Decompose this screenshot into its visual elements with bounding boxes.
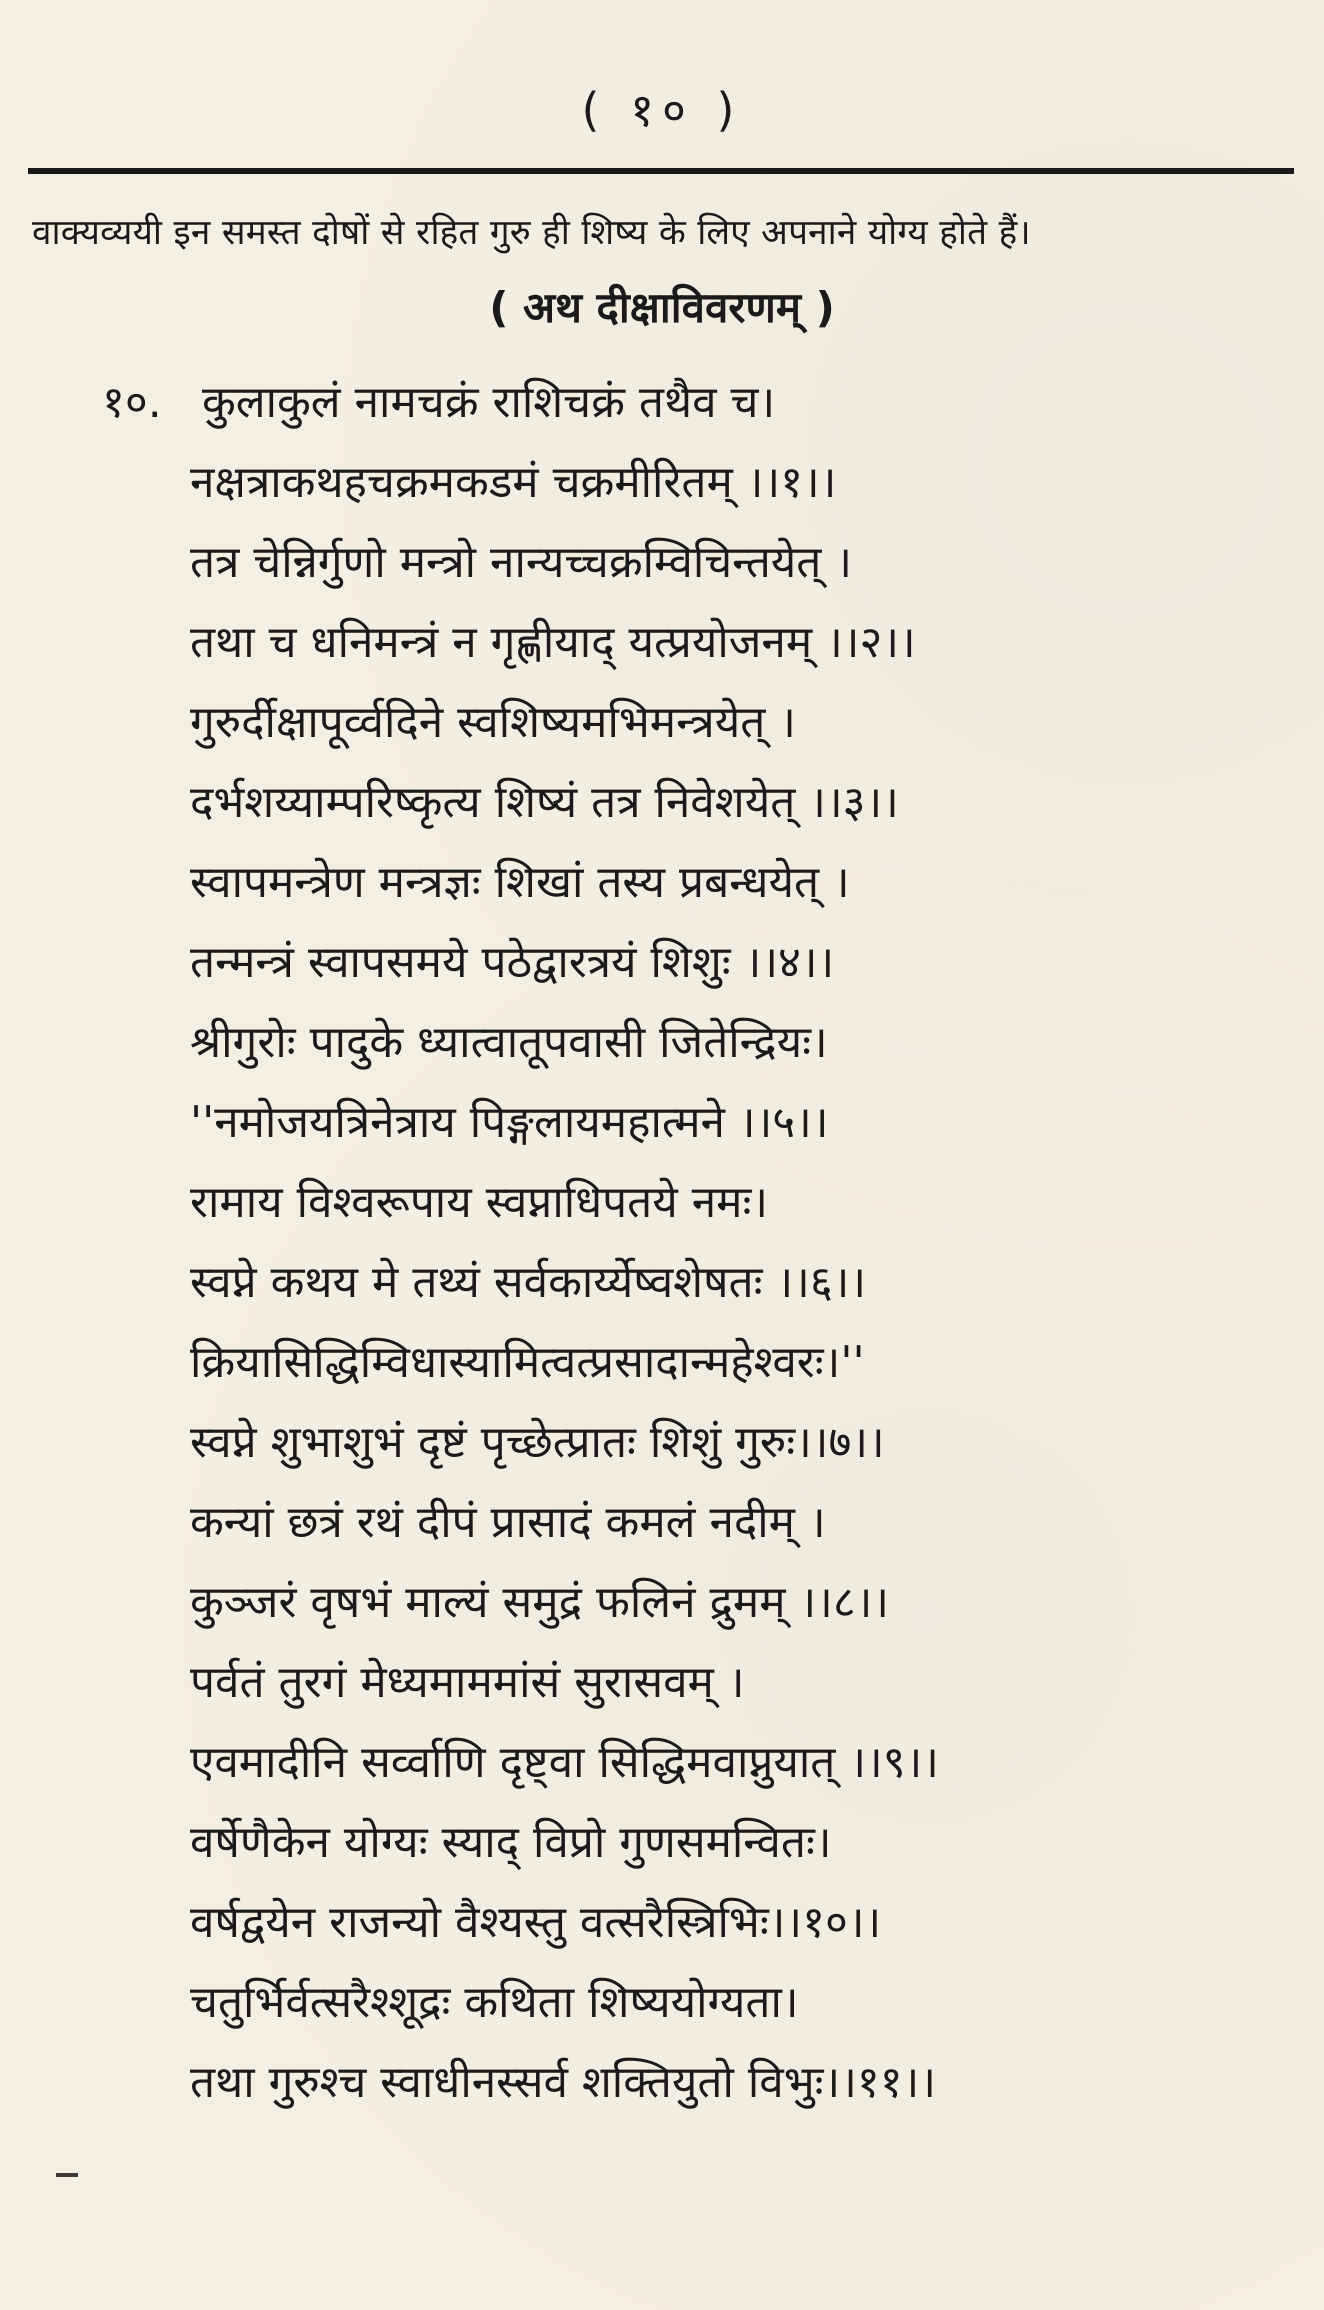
verse-line: पर्वतं तुरगं मेध्यमाममांसं सुरासवम् । [190, 1657, 745, 1708]
verse-line: ''नमोजयत्रिनेत्राय पिङ्गलायमहात्मने ।।५।। [190, 1097, 829, 1148]
verse-line: तथा च धनिमन्त्रं न गृह्णीयाद् यत्प्रयोजनम् ।।२।। [190, 617, 916, 668]
verse-list [190, 370, 1300, 2130]
intro-text: वाक्यव्ययी इन समस्त दोषों से रहित गुरु ही शिष्य के लिए अपनाने योग्य होते हैं। [32, 213, 1031, 253]
verse-line: क्रियासिद्धिम्विधास्यामित्वत्प्रसादान्महेश्वरः।'' [190, 1337, 865, 1388]
verse-line: वर्षेणैकेन योग्यः स्याद् विप्रो गुणसमन्वितः। [190, 1817, 832, 1868]
verse-line: वर्षद्वयेन राजन्यो वैश्यस्तु वत्सरैस्त्रिभिः।।१०।। [190, 1897, 882, 1948]
section-heading: ( अथ दीक्षाविवरणम् ) [489, 283, 835, 332]
verse-line: कुञ्जरं वृषभं माल्यं समुद्रं फलिनं द्रुमम् ।।८।। [190, 1577, 890, 1628]
verse-line: तथा गुरुश्च स्वाधीनस्सर्व शक्तियुतो विभुः।।११।। [190, 2057, 936, 2108]
verse-line: एवमादीनि सर्व्वाणि दृष्ट्वा सिद्धिमवाप्नुयात् ।।९।। [190, 1737, 939, 1788]
verse-line: श्रीगुरोः पादुके ध्यात्वातूपवासी जितेन्द्रियः। [190, 1017, 828, 1068]
verse-line: नक्षत्राकथहचक्रमकडमं चक्रमीरितम् ।।१।। [190, 457, 837, 508]
margin-dash-mark [56, 2173, 78, 2177]
page-number: ( १० ) [581, 83, 743, 137]
verse-line: गुरुर्दीक्षापूर्व्वदिने स्वशिष्यमभिमन्त्रयेत् । [190, 697, 796, 748]
verse-line: तत्र चेन्निर्गुणो मन्त्रो नान्यच्चक्रम्विचिन्तयेत् । [190, 537, 853, 588]
verse-line: कुलाकुलं नामचक्रं राशिचक्रं तथैव च। [202, 377, 776, 428]
verse-line: दर्भशय्याम्परिष्कृत्य शिष्यं तत्र निवेशयेत् ।।३।। [190, 777, 899, 828]
verse-line: कन्यां छत्रं रथं दीपं प्रासादं कमलं नदीम् । [190, 1497, 826, 1548]
verse-line: तन्मन्त्रं स्वापसमये पठेद्वारत्रयं शिशुः ।।४।। [190, 937, 835, 988]
verse-line: स्वप्ने कथय मे तथ्यं सर्वकार्य्येष्वशेषतः ।।६।। [190, 1257, 867, 1308]
header-rule [28, 168, 1294, 174]
verse-line: स्वप्ने शुभाशुभं दृष्टं पृच्छेत्प्रातः शिशुं गुरुः।।७।। [190, 1417, 885, 1468]
verse-line: चतुर्भिर्वत्सरैश्शूद्रः कथिता शिष्ययोग्यता। [190, 1977, 799, 2028]
verse-line: रामाय विश्वरूपाय स्वप्नाधिपतये नमः। [190, 1177, 769, 1228]
verse-line: स्वापमन्त्रेण मन्त्रज्ञः शिखां तस्य प्रबन्धयेत् । [190, 857, 850, 908]
verse-number: १०. [102, 377, 162, 428]
